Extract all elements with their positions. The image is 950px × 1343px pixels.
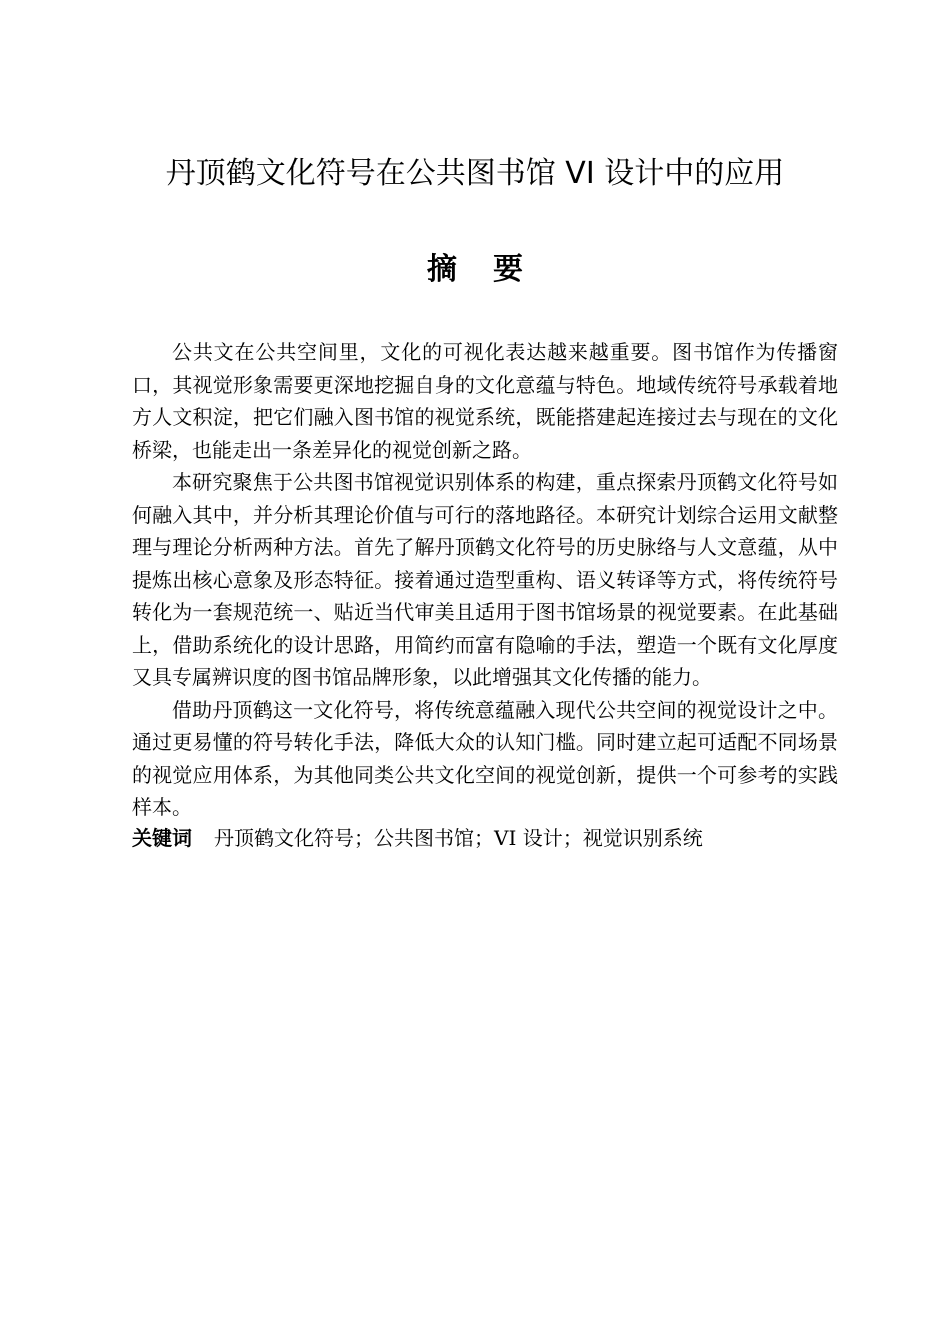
keywords-label: 关键词: [132, 826, 192, 850]
keywords-line: [132, 822, 838, 854]
document-title: 丹顶鹤文化符号在公共图书馆 VI 设计中的应用: [165, 156, 785, 191]
abstract-body: [132, 336, 838, 824]
abstract-heading: 摘要: [427, 252, 559, 287]
abstract-paragraph-3: 借助丹顶鹤这一文化符号，将传统意蕴融入现代公共空间的视觉设计之中。通过更易懂的符号转化手法，降低大众的认知门槛。同时建立起可适配不同场景的视觉应用体系，为其他同类公共文化空间的视觉创新，提供一个可参考的实践样本。: [132, 697, 838, 819]
abstract-paragraph-2: 本研究聚焦于公共图书馆视觉识别体系的构建，重点探索丹顶鹤文化符号如何融入其中，并分析其理论价值与可行的落地路径。本研究计划综合运用文献整理与理论分析两种方法。首先了解丹顶鹤文化符号的历史脉络与人文意蕴，从中提炼出核心意象及形态特征。接着通过造型重构、语义转译等方式，将传统符号转化为一套规范统一、贴近当代审美且适用于图书馆场景的视觉要素。在此基础上，借助系统化的设计思路，用简约而富有隐喻的手法，塑造一个既有文化厚度又具专属辨识度的图书馆品牌形象，以此增强其文化传播的能力。: [132, 470, 838, 689]
abstract-paragraph-1: 公共文在公共空间里，文化的可视化表达越来越重要。图书馆作为传播窗口，其视觉形象需要更深地挖掘自身的文化意蕴与特色。地域传统符号承载着地方人文积淀，把它们融入图书馆的视觉系统，既能搭建起连接过去与现在的文化桥梁，也能走出一条差异化的视觉创新之路。: [132, 340, 838, 462]
keywords-text: 丹顶鹤文化符号；公共图书馆；VI 设计；视觉识别系统: [214, 826, 703, 850]
